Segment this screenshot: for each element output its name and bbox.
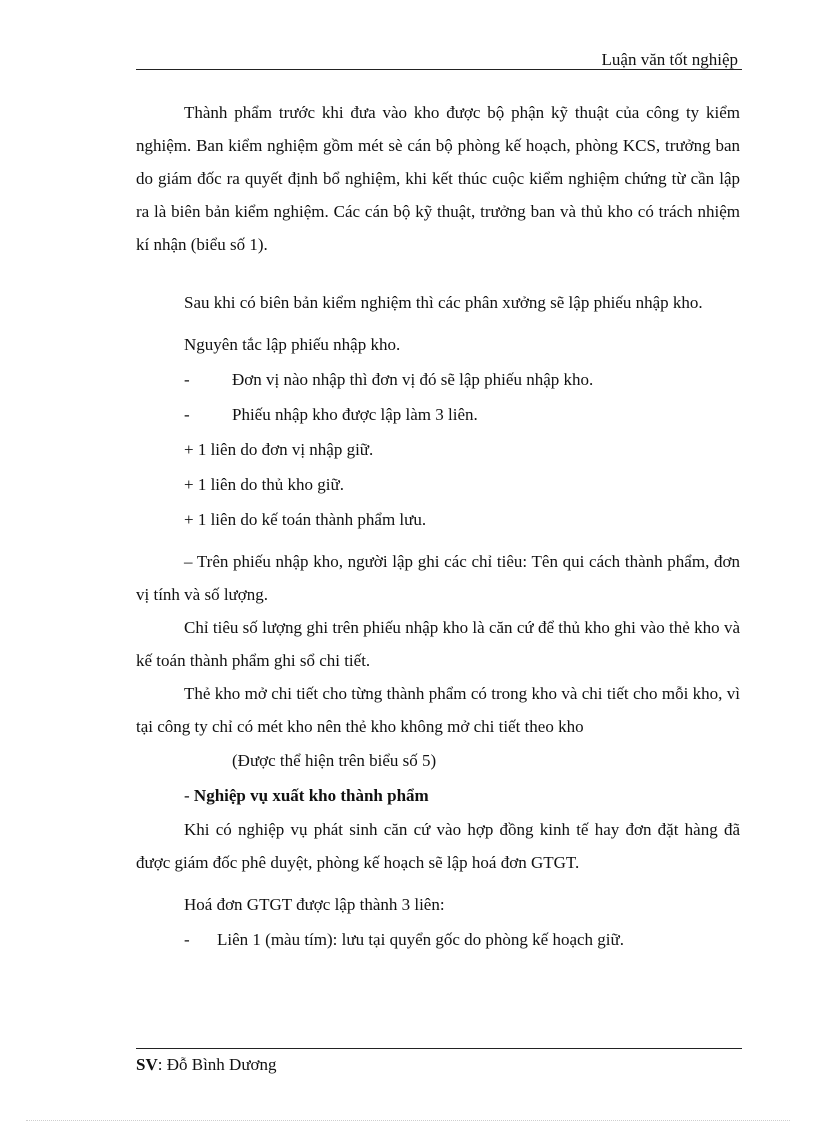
paragraph-5: Chỉ tiêu số lượng ghi trên phiếu nhập kho là căn cứ để thủ kho ghi vào thẻ kho và kế toán thành phẩm ghi sổ chi tiết.	[136, 618, 740, 670]
bullet-item-3	[136, 922, 740, 957]
footer	[136, 1055, 277, 1075]
paragraph-1: Thành phẩm trước khi đưa vào kho được bộ phận kỹ thuật của công ty kiểm nghiệm. Ban kiểm nghiệm gồm mét sè cán bộ phòng kế hoạch, phòng KCS, trưởng ban do giám đốc ra quyết định bổ nghiệm, khi kết thúc cuộc kiểm nghiệm chứng từ cần lập ra là biên bản kiểm nghiệm. Các cán bộ kỹ thuật, trưởng ban và thủ kho có trách nhiệm kí nhận (biểu số 1).	[136, 103, 740, 254]
paragraph-2: Sau khi có biên bản kiểm nghiệm thì các phân xưởng sẽ lập phiếu nhập kho.	[184, 293, 703, 312]
paragraph-4: – Trên phiếu nhập kho, người lập ghi các chỉ tiêu: Tên qui cách thành phẩm, đơn vị tính và số lượng.	[136, 552, 740, 604]
page-edge	[26, 1120, 790, 1121]
paragraph-8: Hoá đơn GTGT được lập thành 3 liên:	[184, 895, 445, 914]
bullet-text: Liên 1 (màu tím): lưu tại quyển gốc do phòng kế hoạch giữ.	[217, 930, 624, 949]
bullet-item-1	[136, 362, 740, 397]
plus-item-2: + 1 liên do thủ kho giữ.	[184, 475, 344, 494]
footer-author: : Đỗ Bình Dương	[157, 1055, 277, 1074]
bullet-text: Phiếu nhập kho được lập làm 3 liên.	[232, 405, 478, 424]
table-reference: (Được thể hiện trên biểu số 5)	[232, 751, 437, 770]
bullet-item-2	[136, 397, 740, 432]
header-title: Luận văn tốt nghiệp	[601, 50, 738, 69]
paragraph-6: Thẻ kho mở chi tiết cho từng thành phẩm có trong kho và chi tiết cho mỗi kho, vì tại công ty chỉ có mét kho nên thẻ kho không mở chi tiết theo kho	[136, 684, 740, 736]
footer-rule	[136, 1048, 742, 1049]
header-rule	[136, 69, 742, 70]
bullet-mark: -	[184, 930, 190, 949]
bullet-text: Đơn vị nào nhập thì đơn vị đó sẽ lập phiếu nhập kho.	[232, 370, 594, 389]
section-heading	[136, 778, 740, 813]
plus-item-1: + 1 liên do đơn vị nhập giữ.	[184, 440, 374, 459]
bullet-mark: -	[184, 370, 190, 389]
section-heading-prefix: -	[184, 786, 194, 805]
plus-item-3: + 1 liên do kế toán thành phẩm lưu.	[184, 510, 427, 529]
footer-label: SV	[136, 1055, 158, 1074]
bullet-mark: -	[184, 405, 190, 424]
section-heading-text: Nghiệp vụ xuất kho thành phẩm	[193, 786, 429, 805]
paragraph-3: Nguyên tắc lập phiếu nhập kho.	[184, 335, 401, 354]
document-body	[136, 96, 740, 957]
paragraph-7: Khi có nghiệp vụ phát sinh căn cứ vào hợp đồng kinh tế hay đơn đặt hàng đã được giám đốc phê duyệt, phòng kế hoạch sẽ lập hoá đơn GTGT.	[136, 820, 740, 872]
